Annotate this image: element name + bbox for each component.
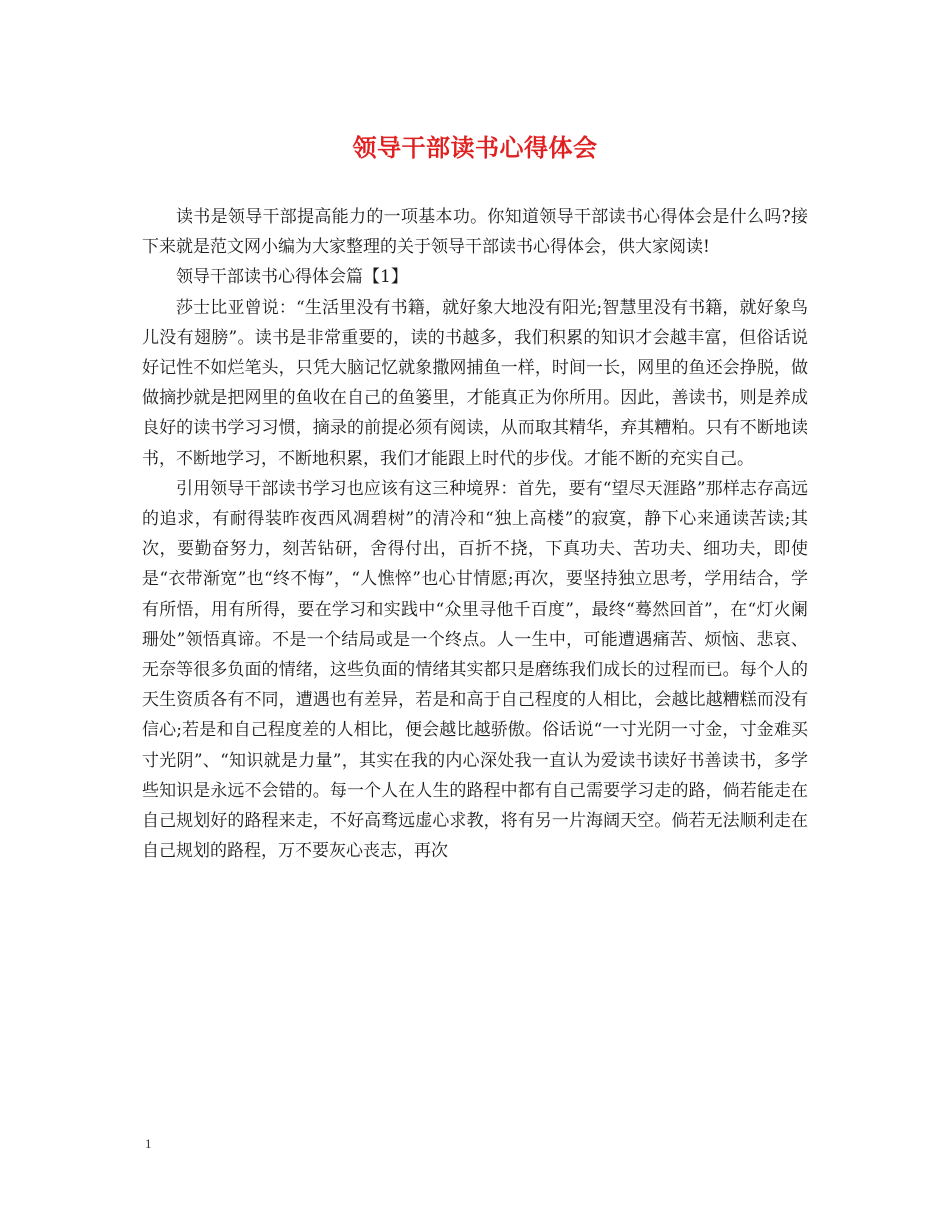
section-heading: 领导干部读书心得体会篇【1】 [176, 267, 408, 288]
document-body [142, 202, 808, 866]
page-number: 1 [145, 1136, 152, 1151]
body-paragraph: 引用领导干部读书学习也应该有这三种境界：首先，要有“望尽天涯路”那样志存高远的追求，有耐得装昨夜西风凋碧树”的清冷和“独上高楼”的寂寞，静下心来通读苦读;其次，要勤奋努力，刻苦钻研，舍得付出，百折不挠，下真功夫、苦功夫、细功夫，即使是“衣带渐宽”也“终不悔”，“人憔悴”也心甘情愿;再次，要坚持独立思考，学用结合，学有所悟，用有所得，要在学习和实践中“众里寻他千百度”，最终“蓦然回首”，在“灯火阑珊处”领悟真谛。不是一个结局或是一个终点。人一生中，可能遭遇痛苦、烦恼、悲哀、无奈等很多负面的情绪，这些负面的情绪其实都只是磨练我们成长的过程而已。每个人的天生资质各有不同，遭遇也有差异，若是和高于自己程度的人相比，会越比越糟糕而没有信心;若是和自己程度差的人相比，便会越比越骄傲。俗话说“一寸光阴一寸金，寸金难买寸光阴”、“知识就是力量”，其实在我的内心深处我一直认为爱读书读好书善读书，多学些知识是永远不会错的。每一个人在人生的路程中都有自己需要学习走的路，倘若能走在自己规划好的路程来走，不好高骛远虚心求教，将有另一片海阔天空。倘若无法顺利走在自己规划的路程，万不要灰心丧志，再次 [142, 478, 808, 862]
document-title: 领导干部读书心得体会 [352, 133, 598, 162]
intro-paragraph: 读书是领导干部提高能力的一项基本功。你知道领导干部读书心得体会是什么吗?接下来就是范文网小编为大家整理的关于领导干部读书心得体会，供大家阅读! [142, 207, 808, 258]
body-paragraph: 莎士比亚曾说：“生活里没有书籍，就好象大地没有阳光;智慧里没有书籍，就好象鸟儿没有翅膀”。读书是非常重要的，读的书越多，我们积累的知识才会越丰富，但俗话说好记性不如烂笔头，只凭大脑记忆就象撒网捕鱼一样，时间一长，网里的鱼还会挣脱，做做摘抄就是把网里的鱼收在自己的鱼篓里，才能真正为你所用。因此，善读书，则是养成良好的读书学习习惯，摘录的前提必须有阅读，从而取其精华，弃其糟粕。只有不断地读书，不断地学习，不断地积累，我们才能跟上时代的步伐。才能不断的充实自己。 [142, 297, 808, 469]
